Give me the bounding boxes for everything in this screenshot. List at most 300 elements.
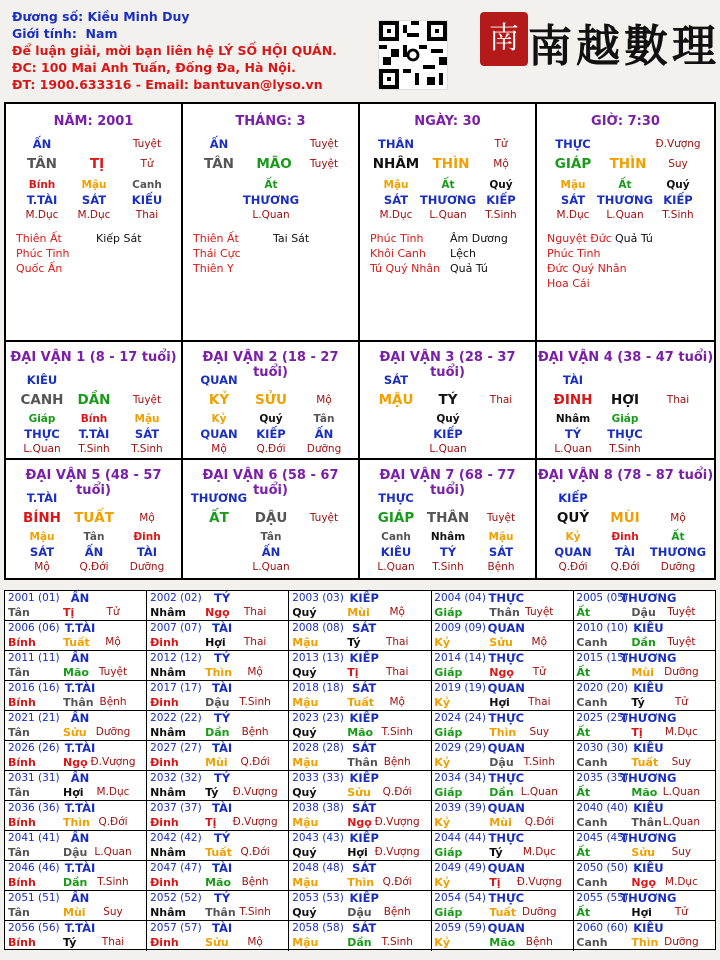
hidden-ten-god: THỰC [607, 427, 643, 441]
year-branch: Mùi [205, 756, 228, 769]
year-branch: Ngọ [631, 876, 657, 889]
hidden-stem: Quý [436, 413, 460, 425]
year-label: 2019 (19) [434, 682, 486, 694]
year-branch: Tuất [631, 756, 659, 769]
star-item: Âm Dương Lệch [450, 232, 508, 260]
year-stem: Ất [576, 906, 591, 919]
year-label: 2043 (43) [292, 832, 344, 844]
year-ten-god: SÁT [352, 801, 377, 815]
year-cell [5, 771, 147, 801]
hidden-phase: M.Dục [25, 209, 59, 221]
star-item: Thiên Ất [193, 232, 239, 245]
earthly-branch: THÌN [609, 156, 647, 172]
year-ten-god: T.TÀI [64, 861, 96, 875]
year-label: 2009 (09) [434, 622, 486, 634]
year-branch: Dần [347, 936, 372, 949]
year-stem: Đinh [150, 696, 179, 709]
year-branch: Thìn [205, 666, 233, 679]
hidden-stem: Đinh [611, 531, 639, 543]
year-phase: Q.Đới [98, 816, 128, 828]
ten-god-top: KIẾP [558, 491, 588, 505]
year-stem: Mậu [292, 756, 319, 769]
year-stem: Quý [292, 666, 317, 679]
year-phase: Thai [385, 636, 409, 648]
hidden-stem: Tân [260, 531, 282, 543]
year-stem: Bính [8, 636, 36, 649]
year-phase: Thai [243, 606, 267, 618]
year-ten-god: KIẾP [349, 591, 379, 605]
year-ten-god: TÀI [212, 741, 233, 755]
hidden-ten-god: KIẾP [486, 193, 516, 207]
luck-title: ĐẠI VẬN 6 (58 - 67 tuổi) [202, 468, 339, 498]
year-label: 2056 (56) [8, 922, 60, 934]
earthly-branch: MÙI [610, 510, 640, 526]
year-cell [431, 831, 573, 861]
year-cell [5, 831, 147, 861]
year-cell [573, 861, 715, 891]
year-ten-god: KIÊU [633, 861, 664, 875]
year-cell [431, 591, 573, 621]
ten-god-top: QUAN [200, 373, 238, 387]
year-branch: Hợi [631, 906, 652, 919]
year-ten-god: TÀI [212, 681, 233, 695]
luck-title: ĐẠI VẬN 2 (18 - 27 tuổi) [202, 350, 339, 380]
year-phase: Đ.Vượng [90, 756, 136, 768]
hidden-phase: Q.Đới [256, 443, 286, 455]
qr-code [378, 20, 448, 90]
year-ten-god: THƯƠNG [620, 831, 677, 845]
year-branch: Mão [63, 666, 89, 679]
year-label: 2022 (22) [150, 712, 202, 724]
hidden-phase: T.Sinh [609, 443, 641, 455]
year-phase: Dưỡng [664, 936, 699, 948]
year-label: 2042 (42) [150, 832, 202, 844]
year-stem: Ất [576, 846, 591, 859]
year-cell [5, 741, 147, 771]
year-stem: Kỷ [434, 816, 450, 829]
stars-left [193, 231, 241, 276]
year-ten-god: KIÊU [633, 921, 664, 935]
year-cell [431, 801, 573, 831]
year-phase: Tuyệt [98, 666, 128, 678]
year-stem: Giáp [434, 666, 463, 679]
year-branch: Tý [489, 846, 503, 859]
luck-pillar-5 [6, 460, 183, 578]
year-ten-god: QUAN [487, 801, 525, 815]
year-stem: Nhâm [150, 726, 187, 739]
year-ten-god: SÁT [352, 681, 377, 695]
ten-god-top: ẤN [209, 137, 229, 151]
hidden-ten-god: QUAN [200, 427, 238, 441]
star-item: Nguyệt Đức [547, 232, 612, 245]
year-phase: Suy [103, 906, 123, 918]
year-stem: Đinh [150, 936, 179, 949]
year-phase: T.Sinh [97, 876, 129, 888]
hidden-ten-god: KIÊU [380, 545, 412, 559]
year-phase: T.Sinh [381, 726, 413, 738]
luck-pillar-6 [183, 460, 360, 578]
year-stem: Tân [8, 606, 30, 619]
year-phase: Bệnh [99, 696, 127, 708]
hidden-ten-god: KIẾP [433, 427, 463, 441]
year-cell [289, 711, 431, 741]
year-phase: Mộ [247, 936, 263, 948]
year-cell [289, 591, 431, 621]
year-ten-god: THỰC [488, 891, 525, 905]
year-cell [431, 771, 573, 801]
year-ten-god: SÁT [352, 741, 377, 755]
hidden-ten-god: KIẾU [131, 193, 163, 207]
heavenly-stem: GIÁP [377, 510, 415, 526]
year-ten-god: THƯƠNG [620, 651, 677, 665]
year-branch: Thìn [63, 816, 90, 829]
star-item: Đức Quý Nhân [547, 262, 627, 275]
year-stem: Quý [292, 726, 317, 739]
year-label: 2012 (12) [150, 652, 202, 664]
hidden-stem: Mậu [560, 179, 586, 191]
year-cell [289, 861, 431, 891]
hidden-ten-god: KIẾP [256, 427, 286, 441]
hidden-ten-god: SÁT [488, 545, 514, 559]
hidden-stem: Quý [489, 179, 513, 191]
year-branch: Ngọ [63, 756, 88, 769]
year-branch: Mão [489, 936, 516, 949]
year-phase: Dưỡng [95, 726, 131, 738]
year-stem: Mậu [292, 936, 319, 949]
year-phase: Q.Đới [524, 816, 554, 828]
luck-title: ĐẠI VẬN 5 (48 - 57 tuổi) [25, 468, 162, 498]
year-cell [5, 921, 147, 951]
year-phase: Suy [671, 846, 692, 858]
hidden-phase: Q.Đới [79, 561, 109, 573]
year-label: 2054 (54) [434, 892, 486, 904]
year-cell [431, 651, 573, 681]
year-ten-god: QUAN [487, 621, 525, 635]
year-ten-god: ẤN [70, 591, 90, 605]
hidden-ten-god: THƯƠNG [596, 193, 654, 207]
year-branch: Mùi [489, 816, 512, 829]
hidden-phase: Mộ [211, 443, 227, 455]
hidden-ten-god: TÝ [439, 545, 457, 559]
year-ten-god: THỰC [488, 711, 525, 725]
year-stem: Mậu [292, 696, 319, 709]
year-branch: Mùi [631, 666, 654, 679]
hidden-phase: L.Quan [606, 209, 644, 221]
hidden-stem: Bính [28, 179, 56, 191]
year-label: 2039 (39) [434, 802, 486, 814]
year-branch: Tý [347, 636, 361, 649]
heavenly-stem: KỶ [208, 392, 230, 408]
hidden-stem: Giáp [611, 413, 639, 425]
star-item: Phúc Tinh [370, 232, 424, 245]
year-cell [573, 771, 715, 801]
year-branch: Ngọ [205, 606, 230, 619]
year-ten-god: T.TÀI [64, 681, 96, 695]
year-stem: Bính [8, 936, 36, 949]
year-label: 2007 (07) [150, 622, 202, 634]
earthly-branch: THÌN [432, 156, 470, 172]
year-stem: Giáp [434, 726, 463, 739]
year-branch: Thân [347, 756, 378, 769]
year-phase: M.Dục [96, 786, 130, 798]
star-item: Quả Tú [450, 262, 488, 275]
year-stem: Canh [576, 756, 608, 769]
year-label: 2057 (57) [150, 922, 202, 934]
year-label: 2014 (14) [434, 652, 486, 664]
hidden-phase: L.Quan [429, 209, 467, 221]
stars-right [450, 231, 535, 276]
year-ten-god: TÀI [212, 921, 233, 935]
year-phase: Thai [528, 696, 551, 708]
year-cell [431, 891, 573, 921]
year-phase: Q.Đới [382, 876, 412, 888]
year-cell [5, 861, 147, 891]
hidden-stem: Kỷ [565, 531, 581, 543]
hidden-ten-god: TÝ [564, 427, 582, 441]
luck-pillar-1 [6, 342, 183, 460]
year-stem: Tân [8, 726, 30, 739]
year-ten-god: T.TÀI [64, 741, 96, 755]
year-stem: Canh [576, 936, 608, 949]
year-phase: M.Dục [664, 876, 698, 888]
hidden-ten-god: KIẾP [663, 193, 693, 207]
year-cell [289, 891, 431, 921]
luck-title: ĐẠI VẬN 8 (78 - 87 tuổi) [537, 468, 714, 483]
year-cell [573, 741, 715, 771]
year-ten-god: THỰC [488, 771, 525, 785]
stars-right [273, 231, 309, 246]
heavenly-stem: QUÝ [556, 510, 590, 526]
year-label: 2035 (35) [576, 772, 629, 784]
year-phase: Dưỡng [664, 666, 699, 678]
brand-logo [478, 10, 718, 72]
hidden-phase: Mộ [34, 561, 50, 573]
year-cell [289, 921, 431, 951]
year-ten-god: TÝ [214, 591, 231, 605]
year-branch: Dần [631, 636, 656, 649]
year-cell [573, 801, 715, 831]
year-stem: Đinh [150, 816, 179, 829]
year-label: 2041 (41) [8, 832, 60, 844]
year-branch: Tị [489, 876, 501, 889]
hidden-ten-god: THƯƠNG [242, 193, 300, 207]
year-ten-god: SÁT [352, 861, 377, 875]
year-cell [573, 891, 715, 921]
year-phase: Tuyệt [667, 606, 696, 618]
gender-label: Giới tính: [12, 26, 77, 41]
year-cell [147, 891, 289, 921]
year-label: 2060 (60) [576, 922, 629, 934]
year-cell [147, 651, 289, 681]
ten-god-top: T.TÀI [26, 491, 58, 505]
hidden-ten-god: SÁT [134, 427, 160, 441]
luck-pillar-4 [537, 342, 714, 460]
year-label: 2017 (17) [150, 682, 202, 694]
ten-god-top: THÂN [378, 137, 414, 151]
year-ten-god: KIẾP [349, 651, 379, 665]
hidden-stem: Đinh [133, 531, 161, 543]
luck-pillar-7 [360, 460, 537, 578]
year-branch: Tuất [489, 906, 517, 919]
hidden-ten-god: TÀI [614, 545, 636, 559]
year-cell [5, 891, 147, 921]
phone-email-line[interactable]: ĐT: 1900.633316 - Email: bantuvan@lyso.vn [12, 77, 323, 92]
year-branch: Hợi [489, 696, 510, 709]
year-phase: L.Quan [662, 816, 700, 828]
year-label: 2006 (06) [8, 622, 60, 634]
stars-left [16, 231, 70, 276]
year-stem: Canh [576, 636, 608, 649]
year-branch: Sửu [489, 636, 513, 649]
phase-top: Tuyệt [132, 138, 162, 150]
year-cell [289, 741, 431, 771]
pillar-title: THÁNG: 3 [235, 114, 306, 129]
year-label: 2051 (51) [8, 892, 60, 904]
year-branch: Dậu [347, 906, 372, 919]
year-stem: Giáp [434, 786, 463, 799]
year-branch: Dần [489, 786, 514, 799]
address-line: ĐC: 100 Mai Anh Tuấn, Đống Đa, Hà Nội. [12, 60, 296, 75]
year-cell [147, 771, 289, 801]
year-phase: Suy [671, 756, 692, 768]
year-phase: Tử [532, 666, 546, 678]
year-stem: Tân [8, 906, 30, 919]
year-cell [147, 861, 289, 891]
year-phase: Q.Đới [240, 846, 270, 858]
pillar-title: NĂM: 2001 [53, 114, 134, 129]
year-cell [289, 651, 431, 681]
year-label: 2004 (04) [434, 592, 486, 604]
heavenly-stem: MẬU [378, 392, 414, 408]
phase-top: Đ.Vượng [655, 138, 701, 150]
year-label: 2001 (01) [8, 592, 60, 604]
phase: Thai [666, 394, 690, 406]
year-ten-god: QUAN [487, 861, 525, 875]
year-ten-god: TÀI [212, 861, 233, 875]
star-item: Khôi Canh [370, 247, 426, 260]
year-label: 2021 (21) [8, 712, 60, 724]
hidden-phase: L.Quan [377, 561, 415, 573]
year-stem: Bính [8, 876, 36, 889]
year-stem: Ất [576, 786, 591, 799]
year-branch: Thân [63, 696, 94, 709]
year-label: 2020 (20) [576, 682, 629, 694]
year-ten-god: ẤN [70, 831, 90, 845]
year-label: 2033 (33) [292, 772, 344, 784]
year-label: 2026 (26) [8, 742, 60, 754]
pillar-3 [360, 104, 537, 342]
year-stem: Đinh [150, 756, 179, 769]
hidden-ten-god: T.TÀI [78, 427, 110, 441]
hidden-phase: T.Sinh [78, 443, 110, 455]
year-branch: Mão [205, 876, 232, 889]
year-branch: Sửu [205, 936, 229, 949]
hidden-stem: Mậu [134, 413, 160, 425]
year-cell [431, 681, 573, 711]
phase: Mộ [139, 512, 155, 524]
year-cell [573, 831, 715, 861]
year-cell [147, 591, 289, 621]
year-stem: Ất [576, 606, 591, 619]
year-branch: Tuất [347, 696, 374, 709]
year-branch: Hợi [63, 786, 84, 799]
hidden-ten-god: SÁT [383, 193, 409, 207]
hidden-stem: Quý [666, 179, 690, 191]
heavenly-stem: TÂN [27, 156, 57, 172]
hidden-ten-god: ẤN [261, 545, 281, 559]
luck-pillar-3 [360, 342, 537, 460]
pillar-4 [537, 104, 714, 342]
year-label: 2030 (30) [576, 742, 629, 754]
pillar-1 [6, 104, 183, 342]
stars-right [96, 231, 142, 246]
heavenly-stem: NHÂM [372, 156, 420, 172]
year-stem: Tân [8, 786, 30, 799]
year-ten-god: QUAN [487, 921, 525, 935]
ten-god-top: SÁT [383, 373, 409, 387]
year-phase: Mộ [247, 666, 263, 678]
hidden-phase: M.Dục [77, 209, 111, 221]
heavenly-stem: TÂN [204, 156, 234, 172]
year-branch: Sửu [631, 846, 655, 859]
ten-god-top: THƯƠNG [190, 491, 248, 505]
year-phase: Q.Đới [382, 786, 412, 798]
star-item: Kiếp Sát [96, 232, 142, 245]
year-cell [289, 681, 431, 711]
year-ten-god: THƯƠNG [620, 711, 677, 725]
year-stem: Nhâm [150, 786, 187, 799]
year-ten-god: SÁT [352, 921, 377, 935]
year-cell [289, 801, 431, 831]
year-phase: Mộ [389, 696, 405, 708]
star-item: Phúc Tinh [547, 247, 601, 260]
year-cell [431, 861, 573, 891]
year-label: 2024 (24) [434, 712, 486, 724]
year-phase: Suy [529, 726, 550, 738]
star-item: Quả Tú [615, 232, 653, 245]
year-phase: L.Quan [662, 786, 700, 798]
hidden-phase: Q.Đới [610, 561, 640, 573]
year-cell [5, 591, 147, 621]
phase: Tuyệt [132, 394, 162, 406]
year-label: 2023 (23) [292, 712, 344, 724]
year-label: 2011 (11) [8, 652, 60, 664]
earthly-branch: HỢI [610, 392, 640, 408]
year-stem: Ất [576, 726, 591, 739]
year-label: 2046 (46) [8, 862, 60, 874]
year-label: 2048 (48) [292, 862, 344, 874]
year-stem: Tân [8, 666, 30, 679]
ten-god-top: KIÊU [26, 373, 58, 387]
year-ten-god: T.TÀI [64, 621, 96, 635]
year-stem: Quý [292, 786, 317, 799]
year-ten-god: KIẾP [349, 771, 379, 785]
heavenly-stem: GIÁP [554, 156, 592, 172]
pillar-2 [183, 104, 360, 342]
year-cell [573, 921, 715, 951]
year-label: 2029 (29) [434, 742, 486, 754]
ten-god-top: ẤN [32, 137, 52, 151]
year-phase: L.Quan [94, 846, 132, 858]
year-label: 2058 (58) [292, 922, 344, 934]
year-cell [5, 651, 147, 681]
hidden-phase: T.Sinh [432, 561, 464, 573]
year-stem: Mậu [292, 636, 319, 649]
contact-line: Để luận giải, mời bạn liên hệ LÝ SỐ HỘI QUÁN. [12, 43, 337, 58]
year-label: 2028 (28) [292, 742, 344, 754]
year-stem: Nhâm [150, 906, 187, 919]
year-branch: Dần [205, 726, 230, 739]
